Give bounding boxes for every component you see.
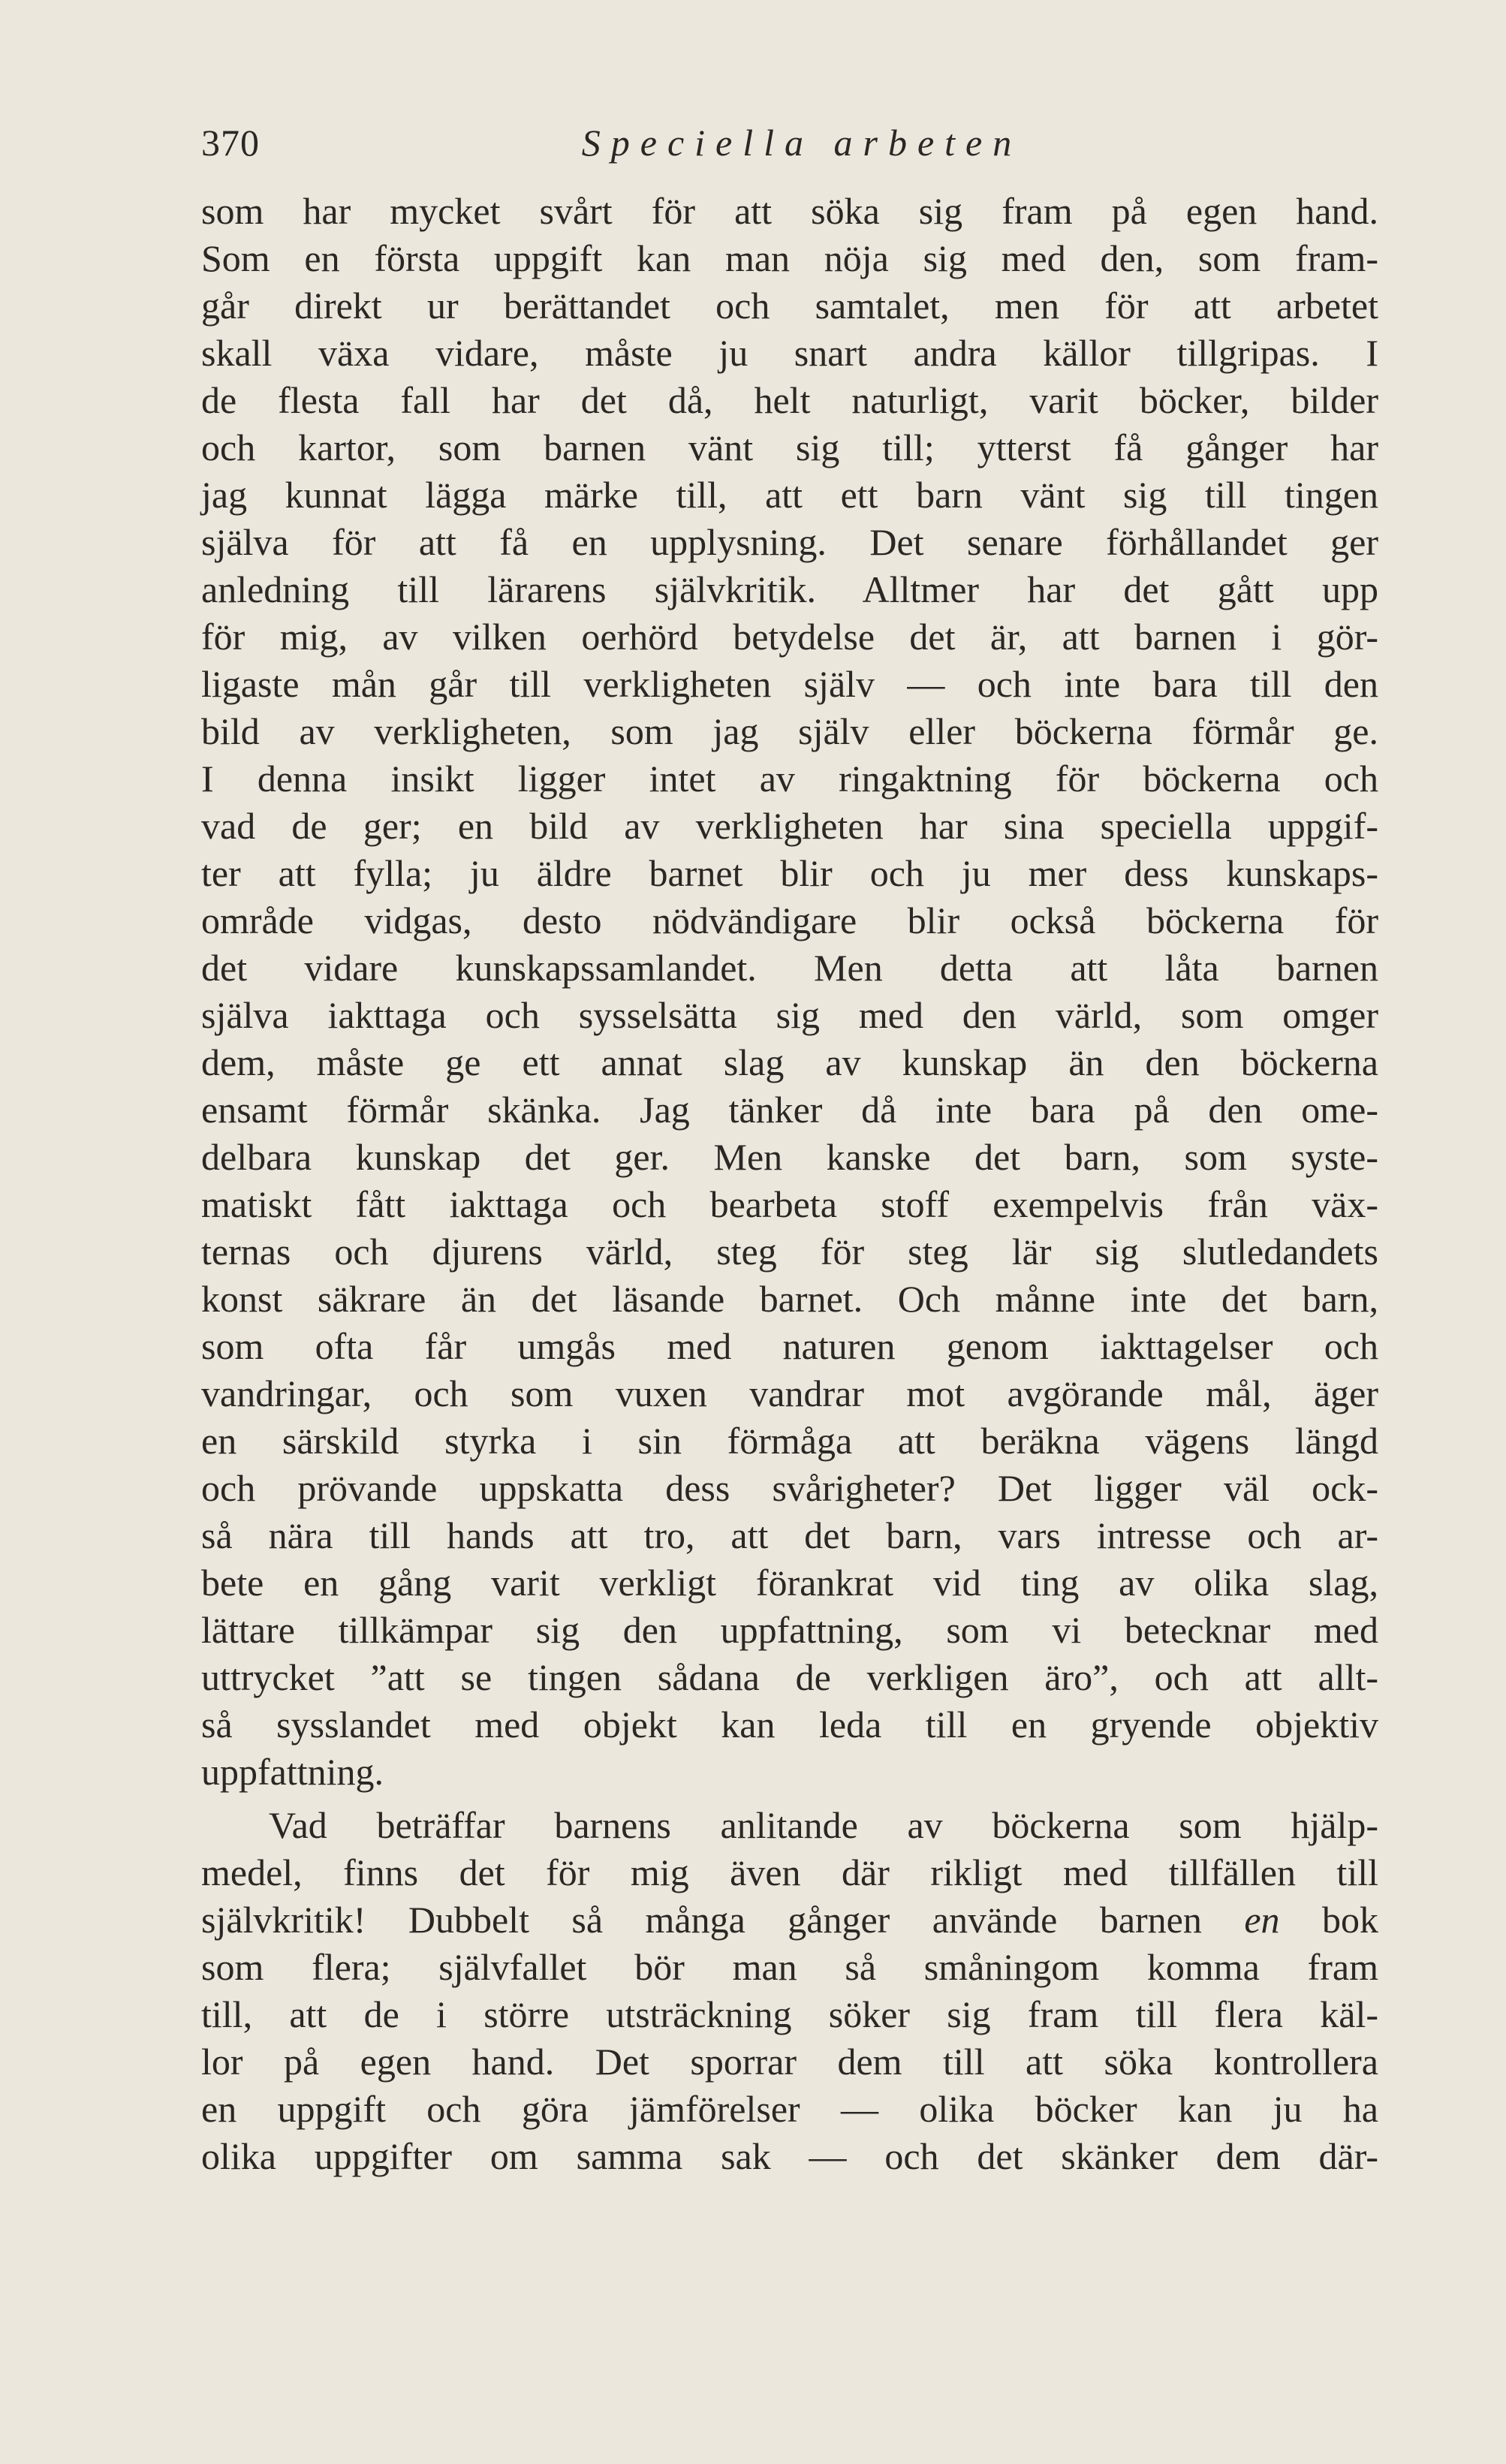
text-line: en särskild styrka i sin förmåga att beräkna vägens längd: [201, 1420, 1378, 1462]
text-line: Vad beträffar barnens anlitande av böckerna som hjälp-: [269, 1804, 1378, 1846]
text-line: en uppgift och göra jämförelser — olika böcker kan ju ha: [201, 2088, 1378, 2130]
text-line: skall växa vidare, måste ju snart andra källor tillgripas. I: [201, 332, 1378, 374]
text-line: lor på egen hand. Det sporrar dem till att söka kontrollera: [201, 2041, 1378, 2083]
text-line: dem, måste ge ett annat slag av kunskap än den böckerna: [201, 1041, 1378, 1083]
text-line: bete en gång varit verkligt förankrat vid ting av olika slag,: [201, 1562, 1378, 1604]
text-line: så nära till hands att tro, att det barn, vars intresse och ar-: [201, 1514, 1378, 1556]
text-line: lättare tillkämpar sig den uppfattning, som vi betecknar med: [201, 1609, 1378, 1651]
text-line: anledning till lärarens självkritik. Alltmer har det gått upp: [201, 568, 1378, 610]
text-line: vandringar, och som vuxen vandrar mot avgörande mål, äger: [201, 1372, 1378, 1414]
text-line: matiskt fått iakttaga och bearbeta stoff exempelvis från väx-: [201, 1183, 1378, 1225]
text-line: som ofta får umgås med naturen genom iakttagelser och: [201, 1325, 1378, 1367]
text-line: som flera; självfallet bör man så småningom komma fram: [201, 1946, 1378, 1988]
text-line: ensamt förmår skänka. Jag tänker då inte bara på den ome-: [201, 1089, 1378, 1131]
text-line: går direkt ur berättandet och samtalet, men för att arbetet: [201, 285, 1378, 327]
text-line: de flesta fall har det då, helt naturligt, varit böcker, bilder: [201, 379, 1378, 421]
text-line: som har mycket svårt för att söka sig fram på egen hand.: [201, 190, 1378, 232]
text-line: Som en första uppgift kan man nöja sig med den, som fram-: [201, 237, 1378, 279]
text-line: olika uppgifter om samma sak — och det skänker dem där-: [201, 2135, 1378, 2177]
text-line-with-emphasis: [201, 1896, 1378, 1943]
emphasized-word: en: [1244, 1899, 1280, 1941]
running-head: Speciella arbeten: [581, 122, 1023, 164]
text-line: ter att fylla; ju äldre barnet blir och ju mer dess kunskaps-: [201, 852, 1378, 894]
text-line: konst säkrare än det läsande barnet. Och månne inte det barn,: [201, 1278, 1378, 1320]
text-line: för mig, av vilken oerhörd betydelse det är, att barnen i gör-: [201, 616, 1378, 658]
text-line: till, att de i större utsträckning söker sig fram till flera käl-: [201, 1993, 1378, 2035]
text-line: område vidgas, desto nödvändigare blir också böckerna för: [201, 899, 1378, 941]
text-line: så sysslandet med objekt kan leda till en gryende objektiv: [201, 1703, 1378, 1746]
text-line: och prövande uppskatta dess svårigheter? Det ligger väl ock-: [201, 1467, 1378, 1509]
text-line: uppfattning.: [201, 1751, 384, 1793]
text-line: medel, finns det för mig även där rikligt med tillfällen till: [201, 1851, 1378, 1893]
text-line: jag kunnat lägga märke till, att ett barn vänt sig till tingen: [201, 474, 1378, 516]
text-span: bok: [1322, 1899, 1378, 1941]
text-line: och kartor, som barnen vänt sig till; ytterst få gånger har: [201, 426, 1378, 468]
page-number: 370: [201, 122, 260, 164]
text-span: självkritik! Dubbelt så många gånger använde barnen: [201, 1899, 1202, 1941]
text-line: uttrycket ”att se tingen sådana de verkligen äro”, och att allt-: [201, 1656, 1378, 1698]
text-line: vad de ger; en bild av verkligheten har sina speciella uppgif-: [201, 805, 1378, 847]
text-line: det vidare kunskapssamlandet. Men detta att låta barnen: [201, 947, 1378, 989]
page-header: [201, 113, 1378, 173]
body-text: [201, 188, 1378, 2177]
text-line: själva för att få en upplysning. Det senare förhållandet ger: [201, 521, 1378, 563]
text-line: delbara kunskap det ger. Men kanske det barn, som syste-: [201, 1136, 1378, 1178]
text-line: bild av verkligheten, som jag själv eller böckerna förmår ge.: [201, 710, 1378, 752]
text-line: I denna insikt ligger intet av ringaktning för böckerna och: [201, 758, 1378, 800]
text-line: ternas och djurens värld, steg för steg lär sig slutledandets: [201, 1230, 1378, 1273]
text-line: själva iakttaga och sysselsätta sig med den värld, som omger: [201, 994, 1378, 1036]
text-line: ligaste mån går till verkligheten själv — och inte bara till den: [201, 663, 1378, 705]
